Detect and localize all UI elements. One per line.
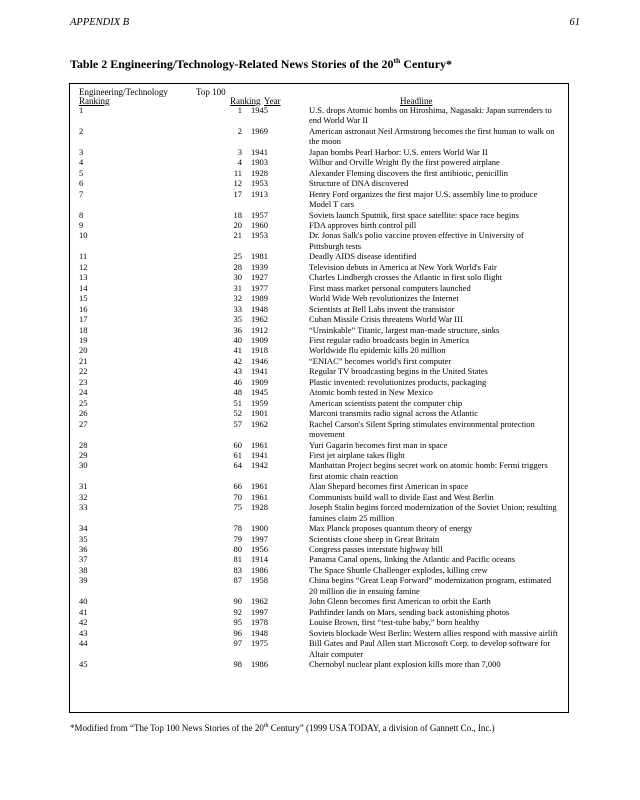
- year-cell: 1977: [251, 282, 268, 293]
- top100-ranking-cell: 97: [233, 638, 242, 649]
- year-cell: 1986: [251, 564, 268, 575]
- headline-cell: World Wide Web revolutionizes the Internet: [309, 293, 459, 304]
- top100-ranking-cell: 70: [233, 491, 242, 502]
- year-cell: 1957: [251, 209, 268, 220]
- eng-ranking-cell: 7: [79, 188, 84, 199]
- eng-ranking-cell: 41: [79, 606, 88, 617]
- headline-cell: Panama Canal opens, linking the Atlantic and Pacific oceans: [309, 554, 516, 565]
- headline-cell: American astronaut Neil Armstrong becomes the first human to walk on the moon: [309, 125, 555, 147]
- year-cell: 1997: [251, 606, 268, 617]
- top100-ranking-cell: 3: [237, 146, 242, 157]
- headline-cell: “ENIAC” becomes world's first computer: [309, 355, 452, 366]
- eng-ranking-cell: 17: [79, 314, 88, 325]
- table-row: [70, 596, 568, 606]
- eng-ranking-cell: 11: [79, 251, 88, 262]
- top100-ranking-cell: 21: [233, 230, 242, 241]
- top100-ranking-cell: 1: [237, 105, 242, 115]
- table-row: [70, 293, 568, 303]
- headline-cell: First jet airplane takes flight: [309, 449, 405, 460]
- year-cell: 1909: [251, 334, 268, 345]
- eng-ranking-cell: 22: [79, 366, 88, 377]
- headline-cell: American scientists patent the computer chip: [309, 397, 463, 408]
- table-row: [70, 638, 568, 659]
- page-number: 61: [569, 17, 580, 28]
- top100-header: Top 100: [196, 87, 226, 97]
- headline-cell: Manhattan Project begins secret work on atomic bomb: Fermi triggers first atomic chain reaction: [309, 460, 548, 481]
- table-row: [70, 398, 568, 408]
- headline-cell: Alexander Fleming discovers the first antibiotic, penicillin: [309, 167, 508, 178]
- news-stories-table: [69, 83, 569, 713]
- top100-ranking-cell: 95: [233, 617, 242, 628]
- top100-ranking-cell: 28: [233, 261, 242, 272]
- eng-ranking-cell: 27: [79, 418, 88, 429]
- eng-ranking-cell: 39: [79, 575, 88, 586]
- eng-tech-header: Engineering/Technology: [79, 87, 168, 97]
- eng-ranking-cell: 8: [79, 209, 84, 220]
- year-cell: 1941: [251, 366, 268, 377]
- year-cell: 1945: [251, 105, 268, 115]
- eng-ranking-cell: 12: [79, 261, 88, 272]
- year-cell: 1909: [251, 376, 268, 387]
- top100-ranking-cell: 78: [233, 523, 242, 534]
- top100-ranking-cell: 20: [233, 219, 242, 230]
- table-row: [70, 168, 568, 178]
- headline-cell: Communists build wall to divide East and West Berlin: [309, 491, 494, 502]
- eng-ranking-cell: 38: [79, 564, 88, 575]
- headline-cell: Soviets blockade West Berlin: Western allies respond with massive airlift: [309, 627, 558, 638]
- headline-cell: First regular radio broadcasts begin in America: [309, 334, 470, 345]
- headline-cell: Atomic bomb tested in New Mexico: [309, 387, 433, 398]
- table-row: [70, 157, 568, 167]
- top100-ranking-cell: 92: [233, 606, 242, 617]
- headline-cell: Worldwide flu epidemic kills 20 million: [309, 345, 446, 356]
- table-title: Table 2 Engineering/Technology-Related News Stories of the 20th Century*: [70, 56, 453, 71]
- top100-ranking-cell: 41: [233, 345, 242, 356]
- top100-ranking-cell: 61: [233, 449, 242, 460]
- table-row: [70, 283, 568, 293]
- year-cell: 1928: [251, 167, 268, 178]
- eng-ranking-cell: 29: [79, 449, 88, 460]
- headline-header: Headline: [400, 96, 433, 106]
- headline-cell: Yuri Gagarin becomes first man in space: [309, 439, 448, 450]
- table-row: [70, 440, 568, 450]
- headline-cell: Deadly AIDS disease identified: [309, 251, 417, 262]
- table-row: [70, 210, 568, 220]
- table-row: [70, 450, 568, 460]
- table-row: [70, 565, 568, 575]
- year-cell: 1986: [251, 659, 268, 670]
- year-cell: 1962: [251, 418, 268, 429]
- top100-ranking-cell: 25: [233, 251, 242, 262]
- headline-cell: Congress passes interstate highway bill: [309, 544, 443, 555]
- eng-ranking-cell: 45: [79, 659, 88, 670]
- table-row: [70, 387, 568, 397]
- table-row: [70, 147, 568, 157]
- table-row: [70, 189, 568, 210]
- year-cell: 1953: [251, 178, 268, 189]
- year-cell: 1903: [251, 157, 268, 168]
- table-row: [70, 659, 568, 669]
- top100-ranking-cell: 42: [233, 355, 242, 366]
- top100-ranking-cell: 98: [233, 659, 242, 670]
- headline-cell: “Unsinkable” Titanic, largest man-made structure, sinks: [309, 324, 500, 335]
- year-cell: 1941: [251, 146, 268, 157]
- headline-cell: Plastic invented: revolutionizes products, packaging: [309, 376, 487, 387]
- headline-cell: The Space Shuttle Challenger explodes, killing crew: [309, 564, 488, 575]
- eng-ranking-cell: 33: [79, 502, 88, 513]
- eng-ranking-cell: 3: [79, 146, 84, 157]
- table-row: [70, 178, 568, 188]
- eng-ranking-cell: 10: [79, 230, 88, 241]
- eng-ranking-header: Ranking: [79, 96, 110, 106]
- year-cell: 1914: [251, 554, 268, 565]
- table-row: [70, 534, 568, 544]
- year-cell: 1901: [251, 408, 268, 419]
- ranking-header: Ranking: [230, 96, 261, 106]
- headline-cell: China begins “Great Leap Forward” modernization program, estimated 20 million die in ensuing famine: [309, 575, 552, 596]
- eng-ranking-cell: 23: [79, 376, 88, 387]
- top100-ranking-cell: 48: [233, 387, 242, 398]
- eng-ranking-cell: 25: [79, 397, 88, 408]
- table-row: [70, 230, 568, 251]
- eng-ranking-cell: 14: [79, 282, 88, 293]
- year-cell: 1939: [251, 261, 268, 272]
- headline-cell: Bill Gates and Paul Allen start Microsoft Corp. to develop software for Altair computer: [309, 638, 551, 659]
- headline-cell: Scientists clone sheep in Great Britain: [309, 533, 440, 544]
- eng-ranking-cell: 20: [79, 345, 88, 356]
- headline-cell: Marconi transmits radio signal across the Atlantic: [309, 408, 479, 419]
- headline-cell: Max Planck proposes quantum theory of energy: [309, 523, 473, 534]
- table-row: [70, 126, 568, 147]
- year-cell: 1962: [251, 596, 268, 607]
- eng-ranking-cell: 42: [79, 617, 88, 628]
- footnote: *Modified from “The Top 100 News Stories of the 20th Century” (1999 USA TODAY, a division of Gannett Co., Inc.): [70, 723, 495, 733]
- eng-ranking-cell: 13: [79, 272, 88, 283]
- top100-ranking-cell: 30: [233, 272, 242, 283]
- eng-ranking-cell: 26: [79, 408, 88, 419]
- year-cell: 1942: [251, 460, 268, 471]
- table-row: [70, 325, 568, 335]
- eng-ranking-cell: 35: [79, 533, 88, 544]
- year-cell: 1948: [251, 303, 268, 314]
- eng-ranking-cell: 32: [79, 491, 88, 502]
- year-cell: 1960: [251, 219, 268, 230]
- table-row: [70, 272, 568, 282]
- eng-ranking-cell: 6: [79, 178, 84, 189]
- eng-ranking-cell: 4: [79, 157, 84, 168]
- running-header-left: APPENDIX B: [70, 17, 130, 28]
- table-row: [70, 523, 568, 533]
- headline-cell: Alan Shepard becomes first American in space: [309, 481, 469, 492]
- headline-cell: Scientists at Bell Labs invent the transistor: [309, 303, 455, 314]
- eng-ranking-cell: 24: [79, 387, 88, 398]
- eng-ranking-cell: 37: [79, 554, 88, 565]
- eng-ranking-cell: 19: [79, 334, 88, 345]
- table-row: [70, 502, 568, 523]
- eng-ranking-cell: 34: [79, 523, 88, 534]
- table-row: [70, 575, 568, 596]
- table-row: [70, 335, 568, 345]
- eng-ranking-cell: 43: [79, 627, 88, 638]
- table-row: [70, 314, 568, 324]
- table-row: [70, 481, 568, 491]
- table-row: [70, 366, 568, 376]
- headline-cell: Cuban Missile Crisis threatens World War III: [309, 314, 463, 325]
- top100-ranking-cell: 51: [233, 397, 242, 408]
- headline-cell: Charles Lindbergh crosses the Atlantic in first solo flight: [309, 272, 502, 283]
- headline-cell: Henry Ford organizes the first major U.S. assembly line to produce Model T cars: [309, 188, 538, 210]
- year-cell: 1941: [251, 449, 268, 460]
- eng-ranking-cell: 9: [79, 219, 84, 230]
- top100-ranking-cell: 52: [233, 408, 242, 419]
- headline-cell: Structure of DNA discovered: [309, 178, 409, 189]
- eng-ranking-cell: 2: [79, 125, 84, 136]
- top100-ranking-cell: 11: [233, 167, 242, 178]
- top100-ranking-cell: 96: [233, 627, 242, 638]
- year-cell: 1989: [251, 293, 268, 304]
- headline-cell: Television debuts in America at New York World's Fair: [309, 261, 497, 272]
- year-cell: 1958: [251, 575, 268, 586]
- eng-ranking-cell: 21: [79, 355, 88, 366]
- top100-ranking-cell: 81: [233, 554, 242, 565]
- eng-ranking-cell: 1: [79, 105, 84, 115]
- year-cell: 1927: [251, 272, 268, 283]
- table-row: [70, 377, 568, 387]
- table-row: [70, 544, 568, 554]
- year-cell: 1956: [251, 544, 268, 555]
- headline-cell: Wilbur and Orville Wright fly the first powered airplane: [309, 157, 500, 168]
- headline-cell: Joseph Stalin begins forced modernization of the Soviet Union; resulting famines claim 25 million: [309, 502, 557, 523]
- year-cell: 1961: [251, 491, 268, 502]
- year-cell: 1969: [251, 125, 268, 136]
- eng-ranking-cell: 44: [79, 638, 88, 649]
- headline-cell: John Glenn becomes first American to orbit the Earth: [309, 596, 491, 607]
- eng-ranking-cell: 5: [79, 167, 84, 178]
- headline-cell: Japan bombs Pearl Harbor: U.S. enters World War II: [309, 146, 488, 157]
- top100-ranking-cell: 46: [233, 376, 242, 387]
- table-body: [70, 105, 568, 669]
- top100-ranking-cell: 17: [233, 188, 242, 199]
- year-header: Year: [264, 96, 281, 106]
- table-row: [70, 419, 568, 440]
- top100-ranking-cell: 43: [233, 366, 242, 377]
- eng-ranking-cell: 40: [79, 596, 88, 607]
- year-cell: 1913: [251, 188, 268, 199]
- year-cell: 1975: [251, 638, 268, 649]
- table-row: [70, 220, 568, 230]
- year-cell: 1978: [251, 617, 268, 628]
- eng-ranking-cell: 36: [79, 544, 88, 555]
- headline-cell: Chernobyl nuclear plant explosion kills more than 7,000: [309, 659, 501, 670]
- top100-ranking-cell: 33: [233, 303, 242, 314]
- top100-ranking-cell: 32: [233, 293, 242, 304]
- table-row: [70, 408, 568, 418]
- year-cell: 1981: [251, 251, 268, 262]
- table-row: [70, 607, 568, 617]
- top100-ranking-cell: 4: [237, 157, 242, 168]
- table-row: [70, 356, 568, 366]
- year-cell: 1961: [251, 439, 268, 450]
- table-row: [70, 460, 568, 481]
- headline-cell: Dr. Jonas Salk's polio vaccine proven effective in University of Pittsburgh tests: [309, 230, 524, 251]
- year-cell: 1948: [251, 627, 268, 638]
- year-cell: 1953: [251, 230, 268, 241]
- headline-cell: Soviets launch Sputnik, first space satellite: space race begins: [309, 209, 519, 220]
- top100-ranking-cell: 57: [233, 418, 242, 429]
- headline-cell: FDA approves birth control pill: [309, 219, 417, 230]
- top100-ranking-cell: 75: [233, 502, 242, 513]
- top100-ranking-cell: 18: [233, 209, 242, 220]
- eng-ranking-cell: 15: [79, 293, 88, 304]
- eng-ranking-cell: 16: [79, 303, 88, 314]
- year-cell: 1900: [251, 523, 268, 534]
- eng-ranking-cell: 18: [79, 324, 88, 335]
- table-row: [70, 251, 568, 261]
- top100-ranking-cell: 64: [233, 460, 242, 471]
- top100-ranking-cell: 40: [233, 334, 242, 345]
- eng-ranking-cell: 31: [79, 481, 88, 492]
- year-cell: 1946: [251, 355, 268, 366]
- headline-cell: Louise Brown, first “test-tube baby,” born healthy: [309, 617, 480, 628]
- top100-ranking-cell: 2: [237, 125, 242, 136]
- eng-ranking-cell: 28: [79, 439, 88, 450]
- table-row: [70, 628, 568, 638]
- top100-ranking-cell: 79: [233, 533, 242, 544]
- table-row: [70, 262, 568, 272]
- top100-ranking-cell: 31: [233, 282, 242, 293]
- year-cell: 1918: [251, 345, 268, 356]
- table-row: [70, 492, 568, 502]
- top100-ranking-cell: 35: [233, 314, 242, 325]
- top100-ranking-cell: 60: [233, 439, 242, 450]
- year-cell: 1997: [251, 533, 268, 544]
- year-cell: 1928: [251, 502, 268, 513]
- top100-ranking-cell: 66: [233, 481, 242, 492]
- table-row: [70, 554, 568, 564]
- headline-cell: Pathfinder lands on Mars, sending back astonishing photos: [309, 606, 510, 617]
- top100-ranking-cell: 83: [233, 564, 242, 575]
- top100-ranking-cell: 36: [233, 324, 242, 335]
- year-cell: 1945: [251, 387, 268, 398]
- year-cell: 1961: [251, 481, 268, 492]
- headline-cell: Rachel Carson's Silent Spring stimulates environmental protection movement: [309, 418, 535, 440]
- table-row: [70, 617, 568, 627]
- year-cell: 1959: [251, 397, 268, 408]
- table-row: [70, 105, 568, 126]
- year-cell: 1962: [251, 314, 268, 325]
- top100-ranking-cell: 80: [233, 544, 242, 555]
- top100-ranking-cell: 87: [233, 575, 242, 586]
- headline-cell: First mass market personal computers launched: [309, 282, 471, 293]
- top100-ranking-cell: 90: [233, 596, 242, 607]
- top100-ranking-cell: 12: [233, 178, 242, 189]
- eng-ranking-cell: 30: [79, 460, 88, 471]
- headline-cell: Regular TV broadcasting begins in the United States: [309, 366, 488, 377]
- table-row: [70, 304, 568, 314]
- year-cell: 1912: [251, 324, 268, 335]
- headline-cell: U.S. drops Atomic bombs on Hiroshima, Nagasaki: Japan surrenders to end World War II: [309, 105, 552, 126]
- table-row: [70, 345, 568, 355]
